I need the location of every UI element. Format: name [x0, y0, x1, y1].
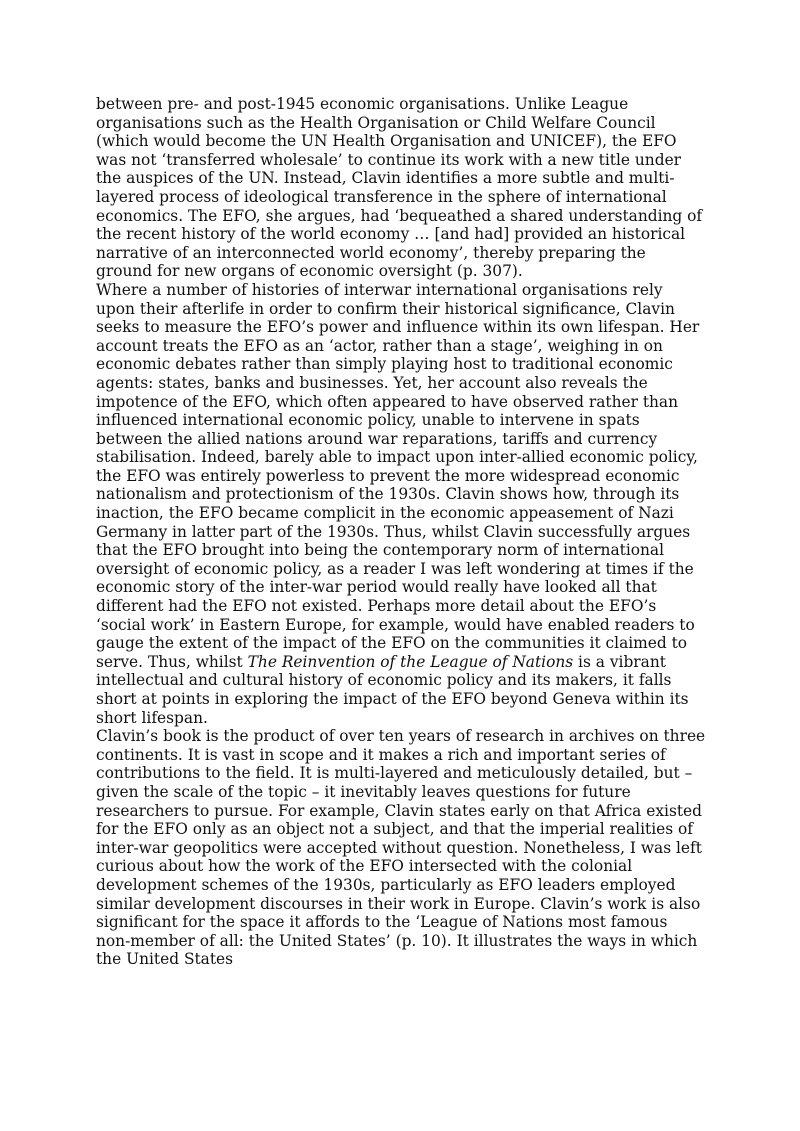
- paragraph-text: is a vibrant intellectual and cultural history of economic policy and its makers, it falls short at points in exploring the impact of the EFO beyond Geneva within its short lifespan.: [96, 652, 689, 727]
- paragraph: [96, 95, 706, 281]
- paragraph: [96, 727, 706, 969]
- paragraph: [96, 281, 706, 727]
- paragraph-text: between pre- and post-1945 economic organisations. Unlike League organisations such as the Health Organisation or Child Welfare Council (which would become the UN Health Organisation and UNICEF), the EFO was not ‘transferred wholesale’ to continue its work with a new title under the auspices of the UN. Instead, Clavin identifies a more subtle and multi-layered process of ideological transference in the sphere of international economics. The EFO, she argues, had ‘bequeathed a shared understanding of the recent history of the world economy … [and had] provided an historical narrative of an interconnected world economy’, thereby preparing the ground for new organs of economic oversight (p. 307).: [96, 95, 703, 281]
- book-title: The Reinvention of the League of Nations: [247, 652, 574, 671]
- document-page: [96, 95, 706, 969]
- paragraph-text: Where a number of histories of interwar international organisations rely upon their afterlife in order to confirm their historical significance, Clavin seeks to measure the EFO’s power and influence within its own lifespan. Her account treats the EFO as an ‘actor, rather than a stage’, weighing in on economic debates rather than simply playing host to traditional economic agents: states, banks and businesses. Yet, her account also reveals the impotence of the EFO, which often appeared to have observed rather than influenced international economic policy, unable to intervene in spats between the allied nations around war reparations, tariffs and currency stabilisation. Indeed, barely able to impact upon inter-allied economic policy, the EFO was entirely powerless to prevent the more widespread economic nationalism and protectionism of the 1930s. Clavin shows how, through its inaction, the EFO became complicit in the economic appeasement of Nazi Germany in latter part of the 1930s. Thus, whilst Clavin successfully argues that the EFO brought into being the contemporary norm of international oversight of economic policy, as a reader I was left wondering at times if the economic story of the inter-war period would really have looked all that different had the EFO not existed. Perhaps more detail about the EFO’s ‘social work’ in Eastern Europe, for example, would have enabled readers to gauge the extent of the impact of the EFO on the communities it claimed to serve. Thus, whilst: [96, 280, 700, 671]
- paragraph-text: Clavin’s book is the product of over ten years of research in archives on three continents. It is vast in scope and it makes a rich and important series of contributions to the field. It is multi-layered and meticulously detailed, but – given the scale of the topic – it inevitably leaves questions for future researchers to pursue. For example, Clavin states early on that Africa existed for the EFO only as an object not a subject, and that the imperial realities of inter-war geopolitics were accepted without question. Nonetheless, I was left curious about how the work of the EFO intersected with the colonial development schemes of the 1930s, particularly as EFO leaders employed similar development discourses in their work in Europe. Clavin’s work is also significant for the space it affords to the ‘League of Nations most famous non-member of all: the United States’ (p. 10). It illustrates the ways in which the United States: [96, 727, 706, 969]
